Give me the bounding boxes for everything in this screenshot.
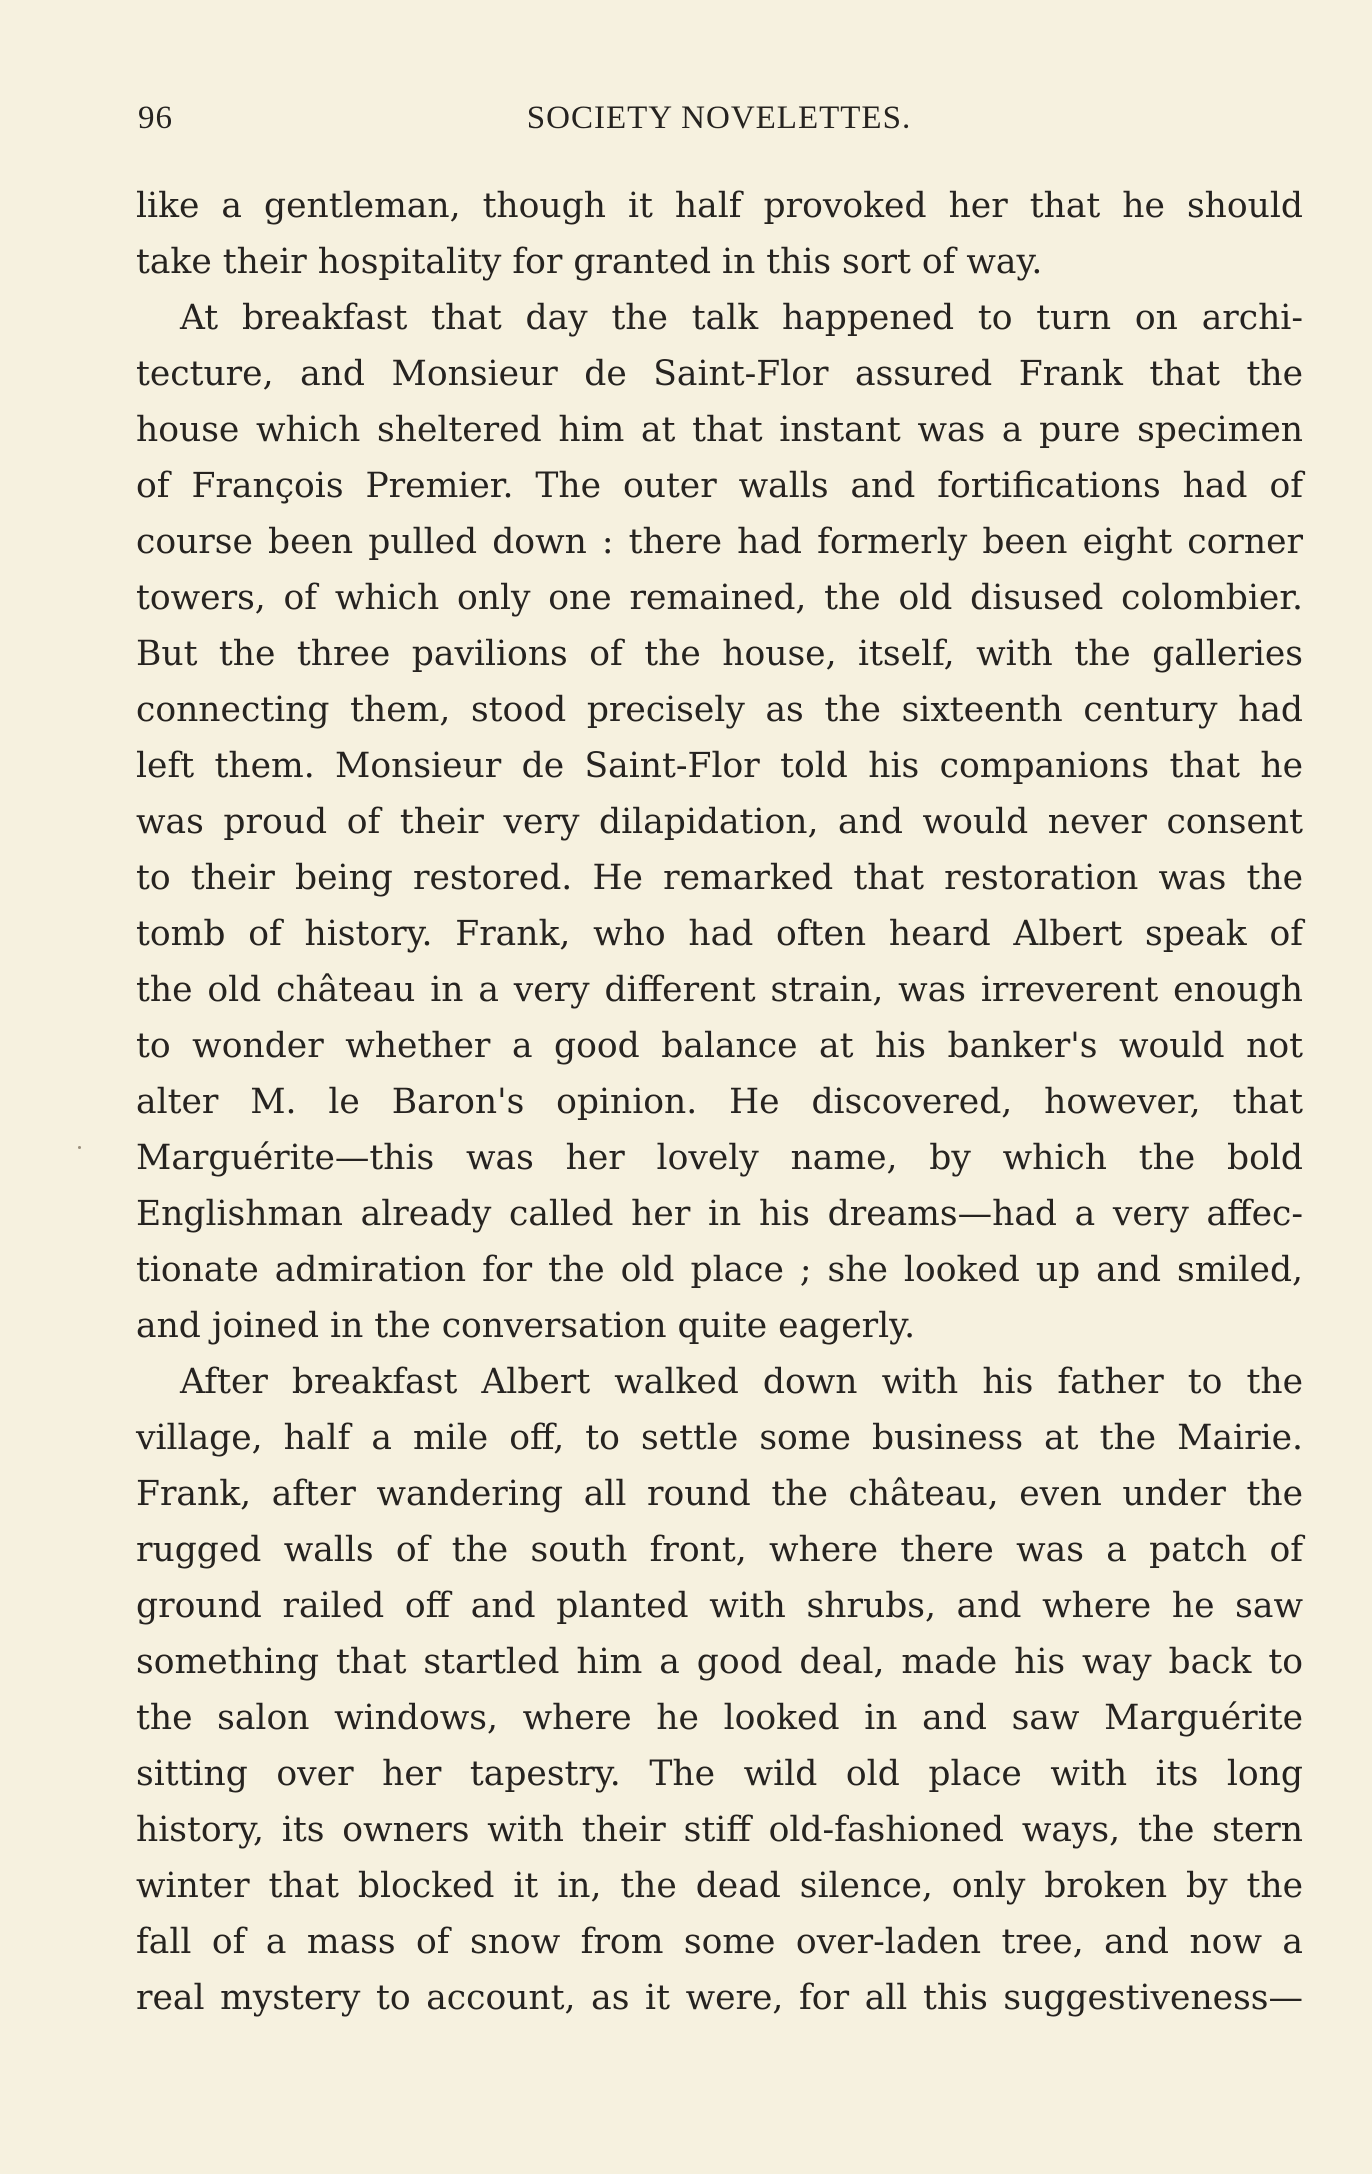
text-line: Frank, after wandering all round the château, even under the: [136, 1474, 1303, 1514]
page-number: 96: [138, 100, 173, 136]
text-line: tionate admiration for the old place ; she looked up and smiled,: [136, 1250, 1303, 1290]
text-line: to wonder whether a good balance at his banker's would not: [136, 1026, 1303, 1066]
text-line: sitting over her tapestry. The wild old place with its long: [136, 1754, 1303, 1794]
text-line: tecture, and Monsieur de Saint-Flor assured Frank that the: [136, 354, 1303, 394]
text-line: winter that blocked it in, the dead silence, only broken by the: [136, 1866, 1303, 1906]
text-line: take their hospitality for granted in this sort of way.: [136, 242, 1043, 282]
text-line: At breakfast that day the talk happened to turn on archi-: [180, 298, 1303, 338]
text-line: ground railed off and planted with shrubs, and where he saw: [136, 1586, 1303, 1626]
running-head: [134, 92, 1304, 142]
text-line: connecting them, stood precisely as the sixteenth century had: [136, 690, 1303, 730]
text-line: was proud of their very dilapidation, and would never consent: [136, 802, 1303, 842]
text-line: history, its owners with their stiff old-fashioned ways, the stern: [136, 1810, 1303, 1850]
text-line: real mystery to account, as it were, for all this suggestiveness—: [136, 1978, 1303, 2018]
text-line: village, half a mile off, to settle some business at the Mairie.: [136, 1418, 1303, 1458]
text-line: and joined in the conversation quite eagerly.: [136, 1306, 916, 1346]
text-line: of François Premier. The outer walls and fortifications had of: [136, 466, 1303, 506]
ink-speck: [78, 1146, 81, 1149]
text-line: After breakfast Albert walked down with his father to the: [180, 1362, 1303, 1402]
text-line: house which sheltered him at that instant was a pure specimen: [136, 410, 1303, 450]
text-line: left them. Monsieur de Saint-Flor told his companions that he: [136, 746, 1303, 786]
body-text: [136, 178, 1303, 2026]
text-line: Marguérite—this was her lovely name, by which the bold: [136, 1138, 1303, 1178]
text-line: rugged walls of the south front, where there was a patch of: [136, 1530, 1303, 1570]
text-line: fall of a mass of snow from some over-laden tree, and now a: [136, 1922, 1303, 1962]
text-line: But the three pavilions of the house, itself, with the galleries: [136, 634, 1303, 674]
text-line: course been pulled down : there had formerly been eight corner: [136, 522, 1303, 562]
running-title: SOCIETY NOVELETTES.: [526, 100, 912, 136]
text-line: to their being restored. He remarked that restoration was the: [136, 858, 1303, 898]
text-line: Englishman already called her in his dreams—had a very affec-: [136, 1194, 1303, 1234]
text-line: something that startled him a good deal, made his way back to: [136, 1642, 1303, 1682]
text-line: like a gentleman, though it half provoked her that he should: [136, 186, 1303, 226]
text-line: alter M. le Baron's opinion. He discovered, however, that: [136, 1082, 1303, 1122]
text-line: towers, of which only one remained, the old disused colombier.: [136, 578, 1303, 618]
text-line: the salon windows, where he looked in and saw Marguérite: [136, 1698, 1303, 1738]
text-line: the old château in a very different strain, was irreverent enough: [136, 970, 1303, 1010]
text-line: tomb of history. Frank, who had often heard Albert speak of: [136, 914, 1303, 954]
